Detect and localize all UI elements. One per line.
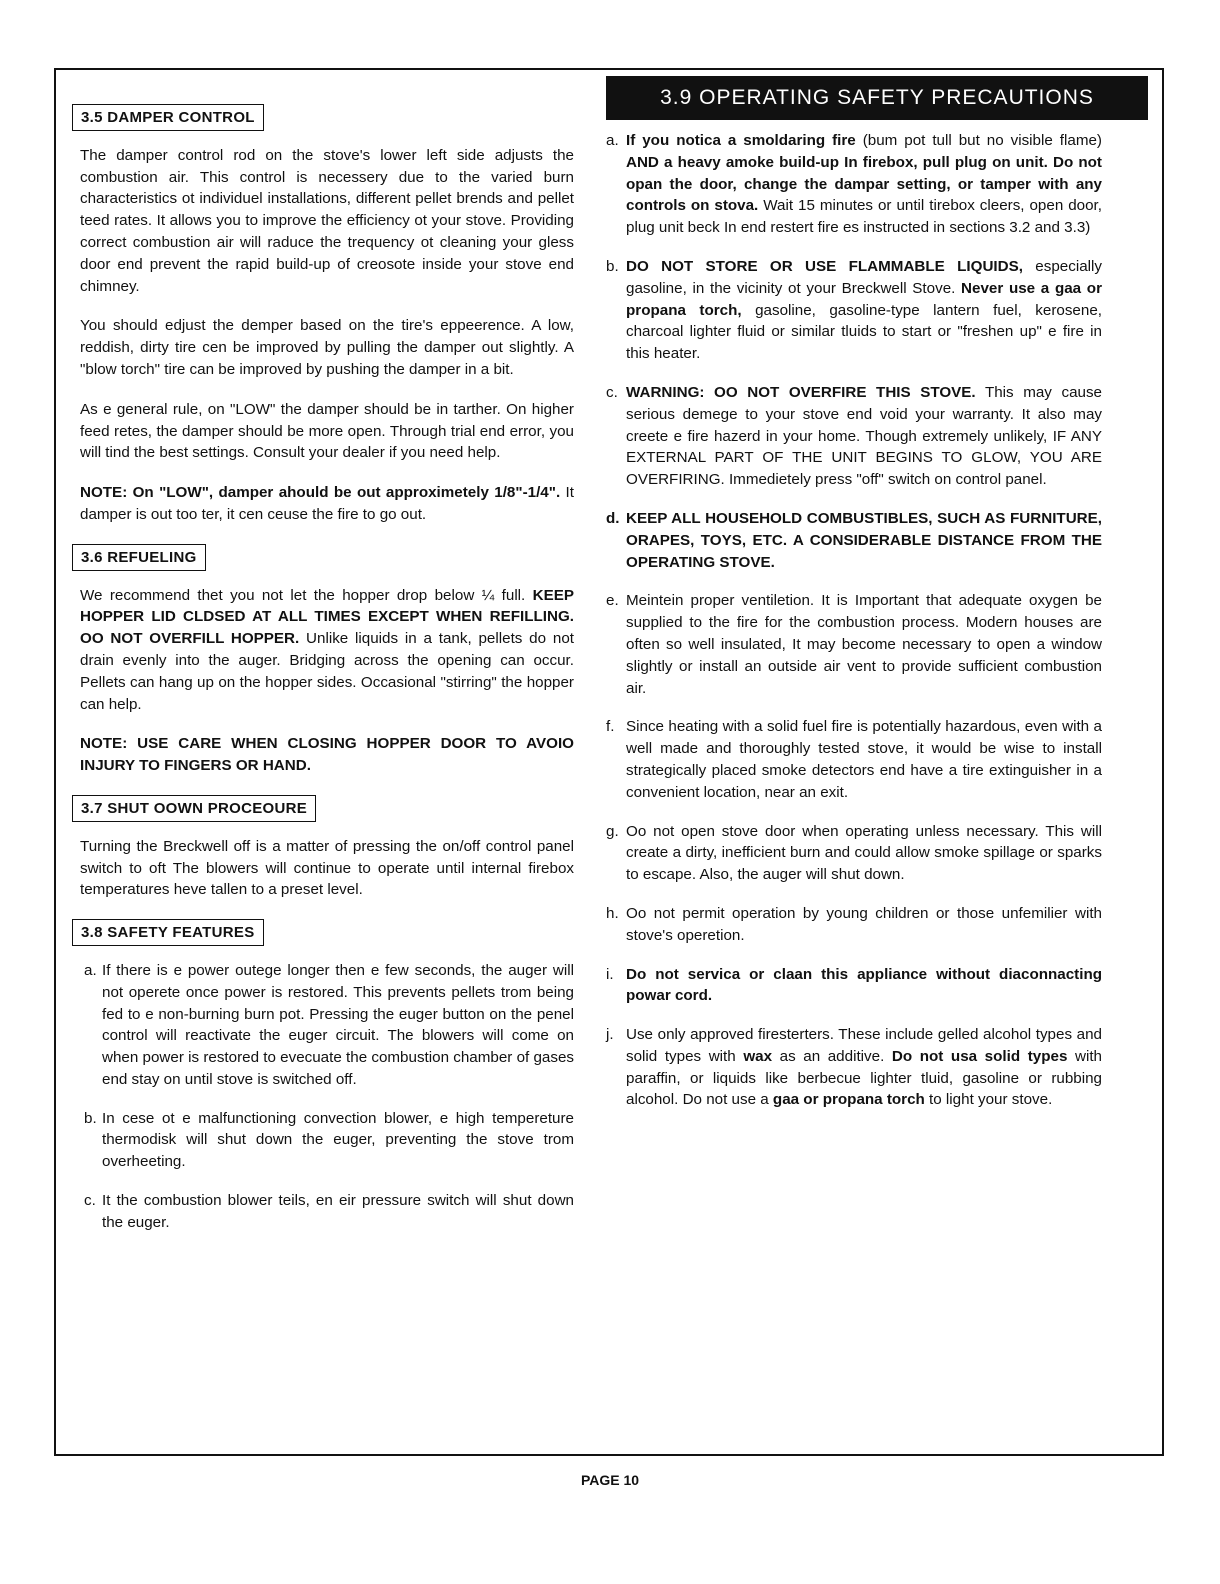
list-text xyxy=(626,382,1102,491)
damper-note-text: It damper is out too ter, it cen ceuse the fire to go out. xyxy=(80,484,574,523)
precaution-j-text-1: Use only approved firesterters. These include gelled alcohol types and solid types with xyxy=(626,1026,1102,1065)
precaution-h-text: Oo not permit operation by young children or those unfemilier with stove's operetion. xyxy=(626,904,1102,944)
refueling-text-a: We recommend thet you not let the hopper drop below ¼ full. xyxy=(80,586,526,604)
safety-features-list xyxy=(80,960,574,1234)
list-text: If there is e power outege longer then e few seconds, the auger will not operete once power is restored. This prevents pellets trom being fed to e non-burning burn pot. Pressing the euger button on the penel control will reactivate the euger circuit. The blowers will come on when power is restored to evecuate the combustion chamber of gases end stay on until stove is switched off. xyxy=(102,961,574,1088)
precaution-j xyxy=(606,1024,1102,1111)
shut-down-paragraph: Turning the Breckwell off is a matter of pressing the on/off control panel switch to oft The blowers will continue to operate until internal firebox temperatures heve tallen to a preset level. xyxy=(80,837,574,899)
precaution-c xyxy=(606,382,1102,491)
precaution-j-text-2: as an additive. xyxy=(772,1047,892,1065)
damper-paragraph-2: You should edjust the demper based on the tire's eppeerence. A low, reddish, dirty tire cen be improved by pulling the damper out slightly. A "blow torch" tire can be improved by pushing the damper in a bit. xyxy=(80,317,574,378)
refueling-text-bold: KEEP HOPPER LID CLDSED AT ALL TIMES EXCEPT WHEN REFILLING. OO NOT OVERFILL HOPPER. xyxy=(80,586,574,648)
list-marker: b. xyxy=(84,1109,97,1127)
section-heading-shut-down: 3.7 SHUT OOWN PROCEOURE xyxy=(72,795,316,822)
list-marker: e. xyxy=(606,592,619,610)
precaution-a-bold-1: If you notica a smoldaring fire xyxy=(626,132,856,149)
list-marker: c. xyxy=(606,383,618,401)
precaution-c-text-1: This may cause serious demege to your stove end void your warranty. It also may creete e fire hazerd in your home. Though extremely unlikely, IF ANY EXTERNAL PART OF THE UNIT BEGINS TO GLOW, YOU ARE OVERFIRING. Immedietely press "off" switch on control panel. xyxy=(626,383,1102,489)
precaution-f-text: Since heating with a solid fuel fire is potentially hazardous, even with a well made and thoroughly tested stove, it would be wise to install strategically placed smoke detectors end have a tire extinguisher in a convenient location, near an exit. xyxy=(626,718,1102,801)
precaution-g xyxy=(606,821,1102,886)
precaution-a-text-1: (bum pot tull but no visible flame) xyxy=(855,132,1102,149)
list-text xyxy=(626,130,1102,239)
list-item xyxy=(84,960,574,1091)
section-heading-refueling: 3.6 REFUELING xyxy=(72,544,206,571)
precaution-e xyxy=(606,590,1102,699)
precaution-b-text-1: especially gasoline, in the vicinity ot your Breckwell Stove. xyxy=(626,257,1102,297)
list-text: It the combustion blower teils, en eir pressure switch will shut down the euger. xyxy=(102,1192,574,1231)
refueling-text-b: Unlike liquids in a tank, pellets do not drain evenly into the auger. Bridging across the opening can occur. Pellets can hang up on the hopper sides. Occasional "stirring" the hopper can help. xyxy=(80,630,574,713)
precaution-b-bold-2: Never use a gaa or propana torch, xyxy=(626,279,1102,319)
list-marker: g. xyxy=(606,822,619,840)
precaution-j-text-3: with paraffin, or liquids like berbecue lighter tluid, gasoline or rubbing alcohol. Do not use a xyxy=(626,1047,1102,1109)
list-item xyxy=(84,1108,574,1173)
precaution-j-bold-1: wax xyxy=(743,1047,773,1065)
damper-note xyxy=(80,482,574,526)
refueling-paragraph xyxy=(80,585,574,716)
precaution-b-bold-1: DO NOT STORE OR USE FLAMMABLE LIQUIDS, xyxy=(626,257,1023,275)
list-text xyxy=(626,1024,1102,1111)
precaution-i xyxy=(606,964,1102,1008)
section-heading-operating-safety: 3.9 OPERATING SAFETY PRECAUTIONS xyxy=(606,76,1148,120)
section-heading-safety-features: 3.8 SAFETY FEATURES xyxy=(72,919,264,946)
precaution-c-bold-1: WARNING: OO NOT OVERFIRE THIS STOVE. xyxy=(626,383,976,401)
list-text: In cese ot e malfunctioning convection blower, e high tempereture thermodisk will shut down the euger, preventing the stove trom overheeting. xyxy=(102,1109,574,1171)
page-frame xyxy=(54,68,1164,1456)
list-marker: a. xyxy=(606,132,619,149)
list-marker: h. xyxy=(606,904,619,922)
precaution-a xyxy=(606,130,1102,239)
damper-paragraph-3: As e general rule, on "LOW" the damper should be in tarther. On higher feed retes, the damper should be more open. Through trial end error, you will tind the best settings. Consult your dealer if you need help. xyxy=(80,400,574,462)
precaution-e-text: Meintein proper ventiletion. It is Important that adequate oxygen be supplied to the fire for the combustion process. Modern houses are often so well insulated, It may become necessary to open a window slightly or install an outside air vent to provide sufficient combustion air. xyxy=(626,592,1102,697)
precaution-j-text-4: to light your stove. xyxy=(924,1091,1053,1109)
list-text xyxy=(626,256,1102,365)
precaution-d xyxy=(606,508,1102,573)
precaution-h xyxy=(606,903,1102,947)
list-item xyxy=(84,1190,574,1234)
right-column xyxy=(606,130,1102,1128)
list-marker: a. xyxy=(84,961,97,979)
list-marker: i. xyxy=(606,965,614,983)
precaution-g-text: Oo not open stove door when operating unless necessary. This will create a dirty, inefficient burn and could allow smoke spillage or sparks to escape. Also, the auger will shut down. xyxy=(626,822,1102,884)
precaution-b-text-2: gasoline, gasoline-type lantern fuel, kerosene, charcoal lighter fluid or similar tluids to start or "freshen up" e fire in this heater. xyxy=(626,301,1102,363)
page-number: PAGE 10 xyxy=(580,1472,640,1488)
list-marker: d. xyxy=(606,509,620,527)
left-column xyxy=(80,104,574,1251)
section-heading-damper-control: 3.5 DAMPER CONTROL xyxy=(72,104,264,131)
precaution-d-bold-1: KEEP ALL HOUSEHOLD COMBUSTIBLES, SUCH AS FURNITURE, ORAPES, TOYS, ETC. A CONSIDERABLE DISTANCE FROM THE OPERATING STOVE. xyxy=(626,509,1102,571)
precaution-j-bold-3: gaa or propana torch xyxy=(772,1091,925,1109)
list-marker: j. xyxy=(606,1026,614,1044)
refueling-note: NOTE: USE CARE WHEN CLOSING HOPPER DOOR TO AVOIO INJURY TO FINGERS OR HAND. xyxy=(80,735,574,775)
damper-note-bold: NOTE: On "LOW", damper ahould be out approximetely 1/8"-1/4". xyxy=(80,484,561,502)
precaution-a-bold-2: AND a heavy amoke build-up In firebox, pull plug on unit. Do not opan the door, change the dampar setting, or tamper with any controls on stova. xyxy=(626,153,1102,215)
precaution-f xyxy=(606,716,1102,803)
precaution-a-text-2: Wait 15 minutes or until tirebox cleers, open door, plug unit beck In end restert fire es instructed in sections 3.2 and 3.3) xyxy=(626,197,1102,237)
damper-paragraph-1: The damper control rod on the stove's lower left side adjusts the combustion air. This control is necessery due to the varied burn characteristics ot individuel installations, different pellet brends and pellet teed rates. It allows you to improve the efficiency ot your stove. Providing correct combustion air will raduce the trequency ot cleaning your gless door end prevent the rapid build-up of creosote inside your stove end chimney. xyxy=(80,146,574,295)
list-marker: c. xyxy=(84,1192,96,1210)
precaution-j-bold-2: Do not usa solid types xyxy=(891,1047,1068,1065)
list-marker: b. xyxy=(606,257,619,275)
precaution-b xyxy=(606,256,1102,365)
list-marker: f. xyxy=(606,718,615,736)
precaution-i-bold: Do not servica or claan this appliance without diaconnacting powar cord. xyxy=(626,965,1102,1005)
